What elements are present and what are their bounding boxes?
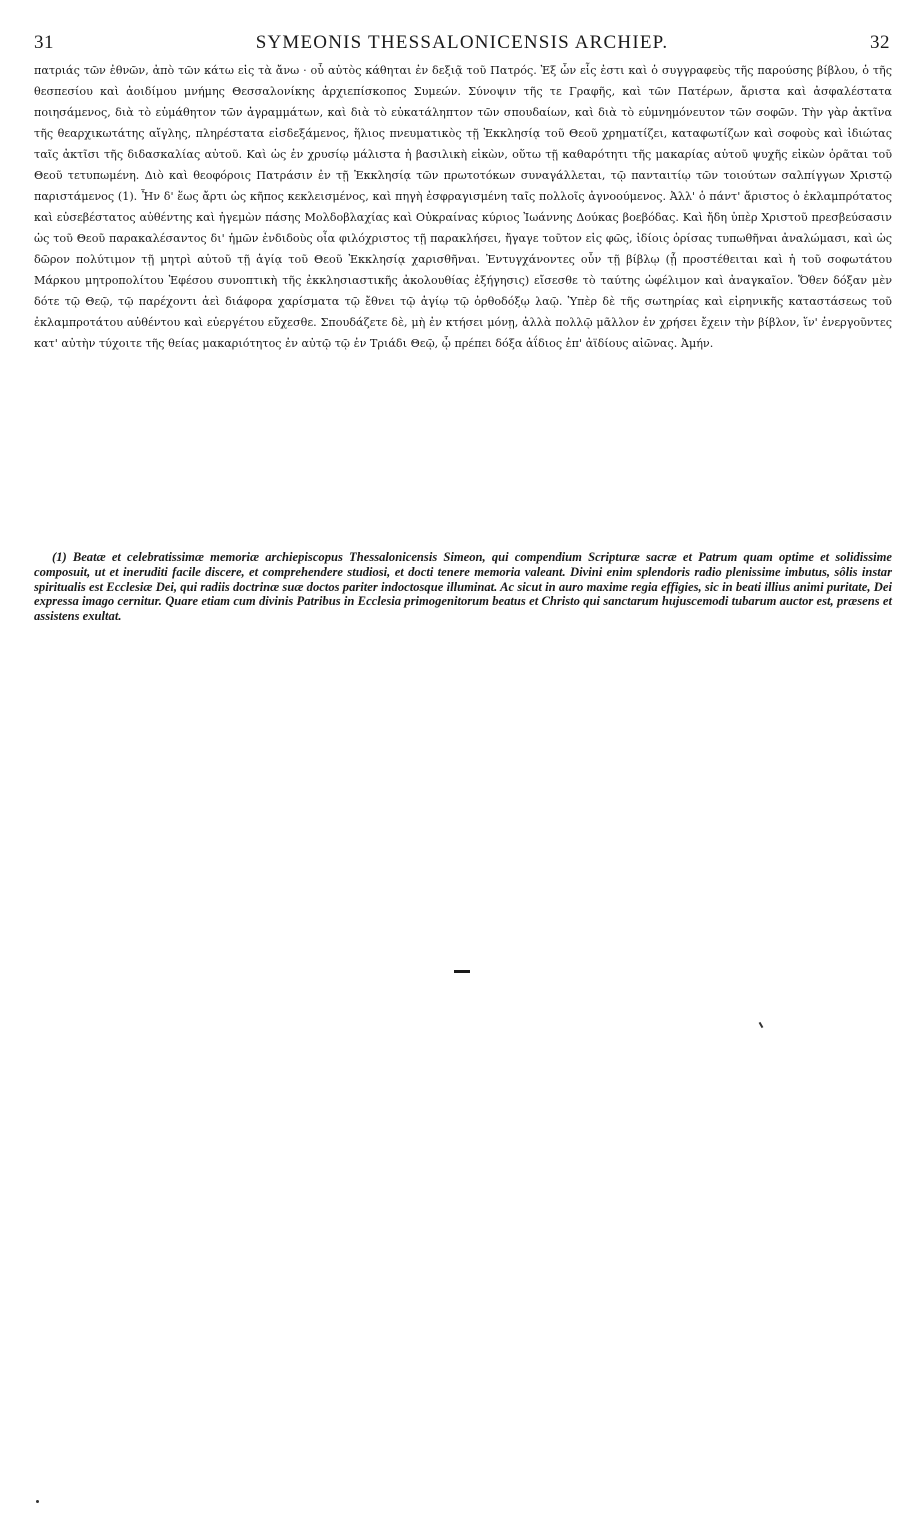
end-rule (454, 970, 470, 973)
running-title: SYMEONIS THESSALONICENSIS ARCHIEP. (255, 32, 669, 53)
latin-footnote (34, 550, 892, 624)
running-head (34, 32, 890, 56)
page-number-left: 31 (34, 32, 54, 53)
scan-speck (759, 1022, 764, 1028)
scan-speck (36, 1500, 39, 1503)
greek-paragraph: πατριάς τῶν ἐθνῶν, ἀπὸ τῶν κάτω εἰς τὰ ἄνω · οὗ αὐτὸς κάθηται ἐν δεξιᾷ τοῦ Πατρός. Ἐξ ὧν εἷς ἐστι καὶ ὁ συγγραφεὺς τῆς παρούσης βίβλου, ὁ τῆς θεσπεσίου καὶ ἀοιδίμου μνήμης Θεσσαλονίκης ἀρχιεπίσκοπος Συμεών. Σύνοψιν τῆς τε Γραφῆς, καὶ τῶν Πατέρων, ἄριστα καὶ ἀσφαλέστατα ποιησάμενος, διὰ τὸ εὐμάθητον τῶν ἀγραμμάτων, καὶ διὰ τὸ εὐκατάληπτον τῶν σπουδαίων, καὶ διὰ τὸ εὐμνημόνευτον τῶν σοφῶν. Τὴν γὰρ ἀκτῖνα τῆς θεαρχικωτάτης αἴγλης, πληρέστατα εἰσδεξάμενος, ἥλιος πνευματικὸς τῇ Ἐκκλησίᾳ τοῦ Θεοῦ χρηματίζει, καταφωτίζων καὶ σοφοὺς καὶ ἰδιώτας ταῖς ἀκτῖσι τῆς διδασκαλίας αὐτοῦ. Καὶ ὡς ἐν χρυσίῳ μάλιστα ἡ βασιλικὴ εἰκὼν, οὕτω τῇ καθαρότητι τῆς μακαρίας αὐτοῦ ψυχῆς εἰκὼν ὁρᾶται τοῦ Θεοῦ τετυπωμένη. Διὸ καὶ θεοφόροις Πατράσιν ἐν τῇ Ἐκκλησίᾳ τῶν πρωτοτόκων συναγάλλεται, τῷ πανταιτίῳ τῶν τοιούτων σαλπίγγων Χριστῷ παριστάμενος (1). Ἦν δ' ἕως ἄρτι ὡς κῆπος κεκλεισμένος, καὶ πηγὴ ἐσφραγισμένη ταῖς πολλοῖς ἀγνοούμενος. Ἀλλ' ὁ πάντ' ἄριστος ὁ ἐκλαμπρότατος καὶ εὐσεβέστατος αὐθέντης καὶ ἡγεμὼν πάσης Μολδοβλαχίας καὶ Οὐκραίνας κύριος Ἰωάννης Δούκας βοεβόδας. Καὶ ἤδη ὑπὲρ Χριστοῦ πρεσβεύσασιν ὡς τοῦ Θεοῦ παρακαλέσαντος δι' ἡμῶν ἐνδιδοὺς οἷα φιλόχριστος τῇ παρακλήσει, ἤγαγε τοῦτον εἰς φῶς, ἰδίοις ὁρίσας τυπωθῆναι ἀναλώμασι, καὶ ὡς δῶρον πολύτιμον τῇ μητρὶ αὐτοῦ τῇ ἁγίᾳ τοῦ Θεοῦ Ἐκκλησίᾳ χαρισθῆναι. Ἐντυγχάνοντες οὖν τῇ βίβλῳ (ᾗ προστέθειται καὶ ἡ τοῦ σοφωτάτου Μάρκου μητροπολίτου Ἐφέσου συνοπτικὴ τῆς ἐκκλησιαστικῆς ἀκολουθίας ἐξήγησις) εἴσεσθε τὸ ταύτης ὠφέλιμον καὶ ἀναγκαῖον. Ὅθεν δόξαν μὲν δότε τῷ Θεῷ, τῷ παρέχοντι ἀεὶ διάφορα χαρίσματα τῷ ἔθνει τῷ ἁγίῳ τῷ ὀρθοδόξῳ λαῷ. Ὑπὲρ δὲ τῆς σωτηρίας καὶ εἰρηνικῆς καταστάσεως τοῦ ἐκλαμπροτάτου αὐθέντου καὶ εὐεργέτου εὔχεσθε. Σπουδάζετε δὲ, μὴ ἐν κτήσει μόνῃ, ἀλλὰ πολλῷ μᾶλλον ἐν χρήσει ἔχειν τὴν βίβλον, ἵν' ἐνεργοῦντες κατ' αὐτὴν τύχοιτε τῆς θείας μακαριότητος ἐν αὐτῷ τῷ ἐν Τριάδι Θεῷ, ᾧ πρέπει δόξα ἀΐδιος ἐπ' ἀϊδίους αἰῶνας. Ἀμήν. (34, 64, 892, 350)
greek-main-text (34, 60, 892, 354)
page-number-right: 32 (870, 32, 890, 53)
footnote-paragraph: (1) Beatæ et celebratissimæ memoriæ archiepiscopus Thessalonicensis Simeon, qui compendium Scripturæ sacræ et Patrum quam optime et solidissime composuit, ut et ineruditi facile discere, et comprehendere studiosi, et docti tenere memoria valeant. Divini enim splendoris radio plenissime imbutus, sôlis instar spiritualis est Ecclesiæ Dei, qui radiis doctrinæ suæ doctos pariter indoctosque illuminat. Ac sicut in auro maxime regia effigies, sic in beati illius animi puritate, Dei expressa imago cernitur. Quare etiam cum divinis Patribus in Ecclesia primogenitorum beatus et Christo qui sanctarum hujuscemodi tubarum auctor est, præsens et assistens exultat. (34, 550, 892, 624)
